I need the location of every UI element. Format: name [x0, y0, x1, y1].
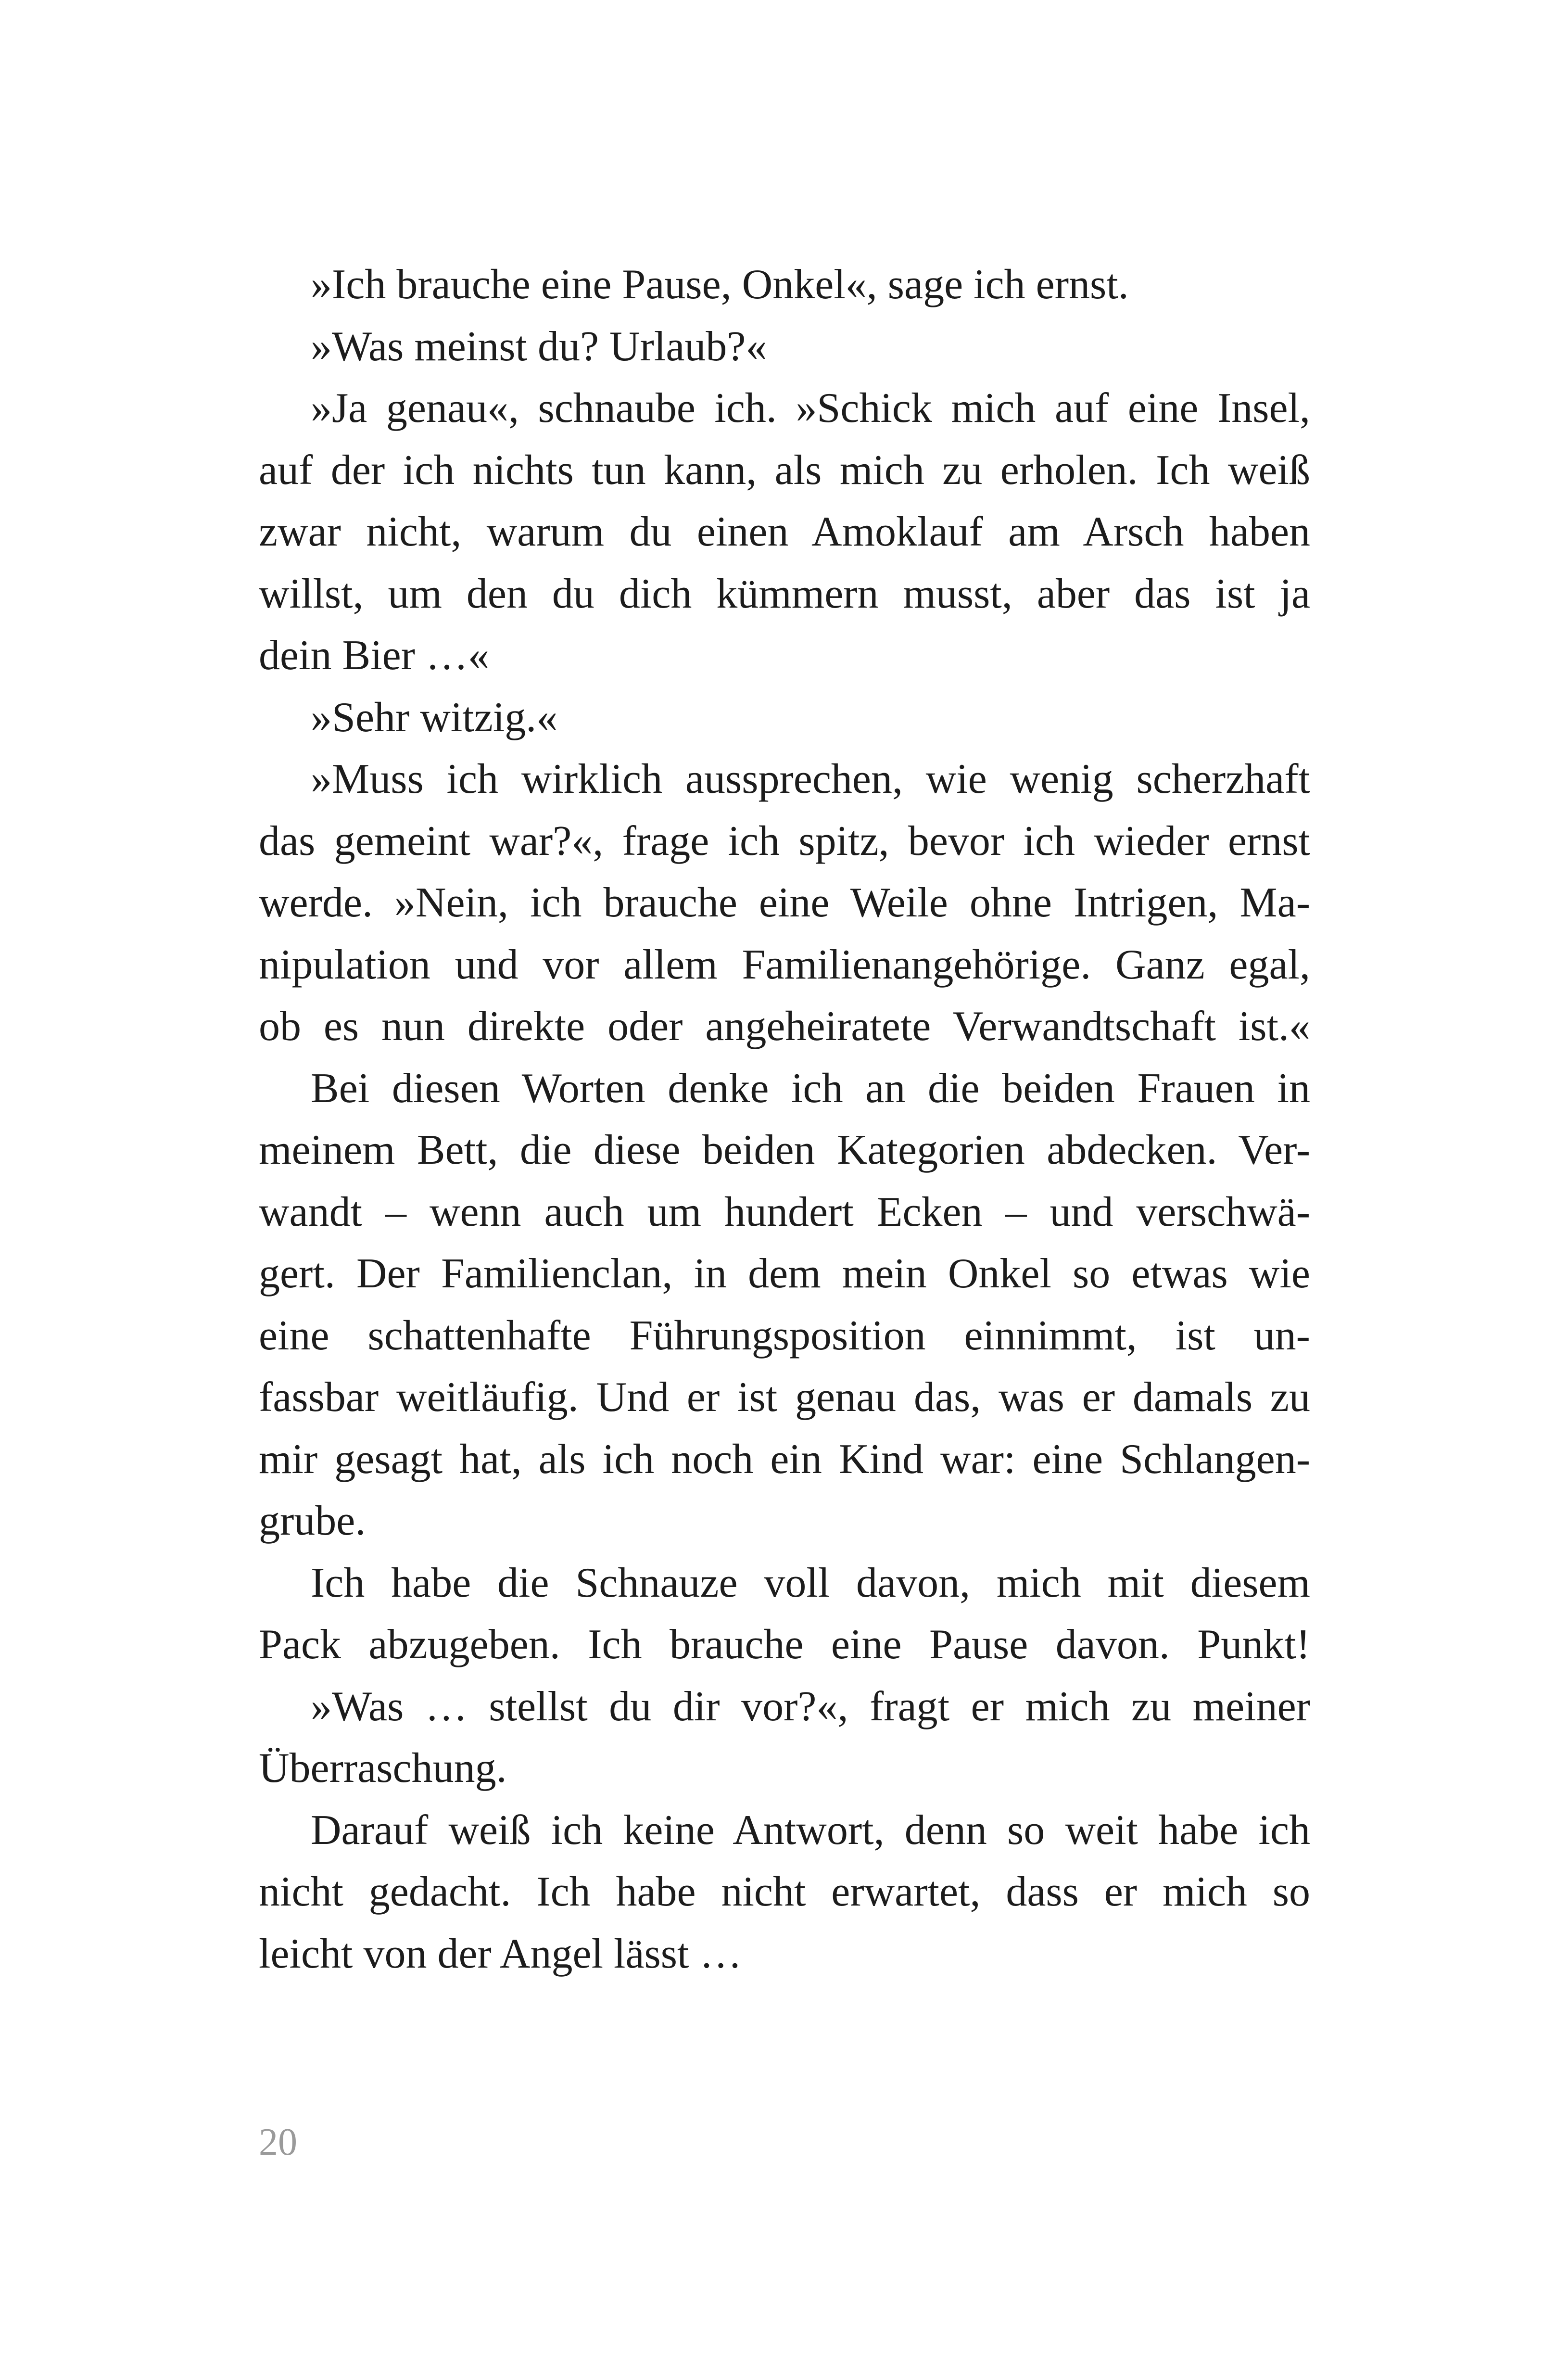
body-text [259, 254, 1310, 1985]
text-line: »Was meinst du? Urlaub?« [311, 323, 767, 370]
text-line: leicht von der Angel lässt … [259, 1930, 742, 1977]
text-line: »Was … stellst du dir vor?«, fragt er mich zu meiner [311, 1683, 1310, 1730]
text-line: wandt – wenn auch um hundert Ecken – und verschwä- [259, 1188, 1310, 1235]
text-line: grube. [259, 1498, 366, 1544]
text-line: nipulation und vor allem Familienangehörige. Ganz egal, [259, 941, 1310, 988]
text-line: fassbar weitläufig. Und er ist genau das, was er damals zu [259, 1374, 1310, 1421]
text-line: mir gesagt hat, als ich noch ein Kind war: eine Schlangen- [259, 1436, 1310, 1483]
page-number: 20 [259, 2121, 297, 2163]
text-line: Darauf weiß ich keine Antwort, denn so weit habe ich [311, 1806, 1310, 1854]
text-line: ob es nun direkte oder angeheiratete Verwandtschaft ist.« [259, 1003, 1310, 1050]
text-line: Bei diesen Worten denke ich an die beiden Frauen in [311, 1065, 1310, 1112]
text-line: meinem Bett, die diese beiden Kategorien abdecken. Ver- [259, 1127, 1310, 1173]
text-line: »Ja genau«, schnaube ich. »Schick mich auf eine Insel, [311, 385, 1310, 432]
text-line: willst, um den du dich kümmern musst, aber das ist ja [259, 570, 1310, 617]
text-line: zwar nicht, warum du einen Amoklauf am Arsch haben [259, 508, 1310, 555]
text-line: dein Bier …« [259, 632, 490, 679]
text-line: werde. »Nein, ich brauche eine Weile ohne Intrigen, Ma- [259, 879, 1310, 926]
text-line: Pack abzugeben. Ich brauche eine Pause davon. Punkt! [259, 1621, 1310, 1668]
text-line: gert. Der Familienclan, in dem mein Onkel so etwas wie [259, 1250, 1310, 1297]
text-line: Ich habe die Schnauze voll davon, mich mit diesem [311, 1559, 1310, 1606]
text-line: das gemeint war?«, frage ich spitz, bevor ich wieder ernst [259, 817, 1310, 864]
text-line: eine schattenhafte Führungsposition einnimmt, ist un- [259, 1312, 1310, 1359]
text-line: »Sehr witzig.« [311, 694, 558, 741]
text-line: »Muss ich wirklich aussprechen, wie wenig scherzhaft [311, 756, 1310, 802]
text-line: »Ich brauche eine Pause, Onkel«, sage ich ernst. [311, 261, 1129, 308]
text-line: auf der ich nichts tun kann, als mich zu erholen. Ich weiß [259, 446, 1310, 494]
text-line: nicht gedacht. Ich habe nicht erwartet, dass er mich so [259, 1868, 1310, 1915]
text-line: Überraschung. [259, 1745, 507, 1792]
